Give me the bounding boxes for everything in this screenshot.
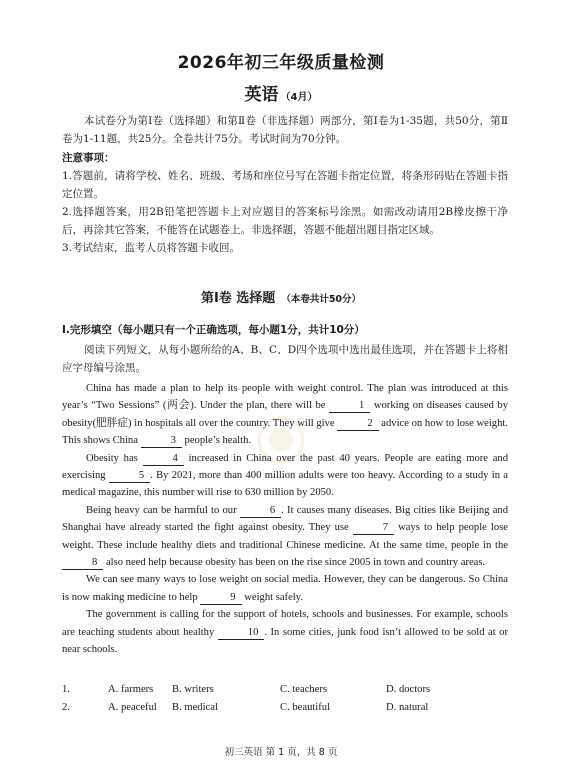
passage-paragraph: We can see many ways to lose weight on social media. However, they can be dangerous. So China is now making medicine to help 9 weight safely. [62, 574, 508, 603]
passage-paragraph: Being heavy can be harmful to our 6 . It causes many diseases. Big cities like Beijing and Shanghai have already started the fight against obesity. They use 7 ways to help people lose weight. These include healthy diets and traditional Chinese medicine. At the same time, people in the 8 also need help because obesity has been on the rise since 2005 in town and country areas. [62, 504, 508, 569]
blank-2: 2 [337, 417, 378, 431]
subject-title [0, 80, 562, 105]
blank-6: 6 [240, 504, 281, 518]
exam-month: （4月） [280, 92, 318, 103]
part-title: Ⅰ.完形填空（每小题只有一个正确选项，每小题1分，共计10分） [62, 324, 365, 336]
option-b: B. writers [172, 684, 214, 695]
section-title [0, 287, 562, 306]
passage-paragraph: The government is calling for the support of hotels, schools and businesses. For example, schools are teaching students about healthy 10 . In some cities, junk food isn’t allowed to be sold at or near schools. [62, 609, 509, 656]
option-d: D. doctors [386, 684, 431, 695]
option-c: C. beautiful [280, 702, 331, 713]
notice-item: 3.考试结束，监考人员将答题卡收回。 [62, 242, 241, 254]
part-directions: 阅读下列短文，从每小题所给的A、B、C、D四个选项中选出最佳选项，并在答题卡上将相应字母编号涂黑。 [62, 344, 508, 374]
cloze-passage [62, 380, 508, 659]
option-c: C. teachers [280, 684, 328, 695]
blank-4: 4 [143, 452, 184, 466]
option-a: A. farmers [108, 684, 154, 695]
option-d: D. natural [386, 702, 429, 713]
blank-10: 10 [218, 626, 265, 640]
notice-list [62, 168, 508, 259]
question-number: 1. [62, 684, 70, 695]
passage-paragraph: China has made a plan to help its people with weight control. The plan was introduced at this year’s “Two Sessions” (两会). Under the plan, there will be 1 working on diseases caused by obesity(肥胖症) in hospitals all over the country. They will give 2 advice on how to lose weight. This shows China 3 people’s health. [62, 383, 508, 447]
question-number: 2. [62, 702, 70, 713]
blank-3: 3 [141, 434, 182, 448]
blank-1: 1 [329, 399, 370, 413]
subject-name: 英语 [244, 85, 279, 105]
answer-options [62, 681, 508, 717]
section-name: 第Ⅰ卷 选择题 [200, 291, 276, 306]
notice-item: 1.答题前，请将学校、姓名、班级、考场和座位号写在答题卡指定位置，将条形码贴在答题卡指定位置。 [62, 170, 508, 200]
section-score-note: （本卷共计50分） [281, 294, 362, 305]
question-options-row [62, 681, 508, 699]
blank-9: 9 [200, 591, 241, 605]
exam-title: 2026年初三年级质量检测 [177, 53, 385, 73]
notice-item: 2.选择题答案，用2B铅笔把答题卡上对应题目的答案标号涂黑。如需改动请用2B橡皮擦干净后，再涂其它答案，不能答在试题卷上。非选择题，答题不能超出题目指定区域。 [62, 206, 508, 236]
option-b: B. medical [172, 702, 218, 713]
blank-5: 5 [109, 469, 150, 483]
blank-8: 8 [62, 556, 103, 570]
exam-intro: 本试卷分为第Ⅰ卷（选择题）和第Ⅱ卷（非选择题）两部分，第Ⅰ卷为1-35题，共50分，第Ⅱ卷为1-11题，共25分。全卷共计75分。考试时间为70分钟。 [62, 115, 508, 145]
passage-paragraph: Obesity has 4 increased in China over the past 40 years. People are eating more and exercising 5 . By 2021, more than 400 million adults were too heavy. According to a study in a medical magazine, this number will rise to 630 million by 2050. [62, 452, 509, 499]
option-a: A. peaceful [108, 702, 157, 713]
page-footer: 初三英语 第 1 页，共 8 页 [224, 747, 338, 758]
blank-7: 7 [353, 521, 394, 535]
notice-heading: 注意事项： [62, 152, 115, 164]
question-options-row [62, 699, 508, 717]
